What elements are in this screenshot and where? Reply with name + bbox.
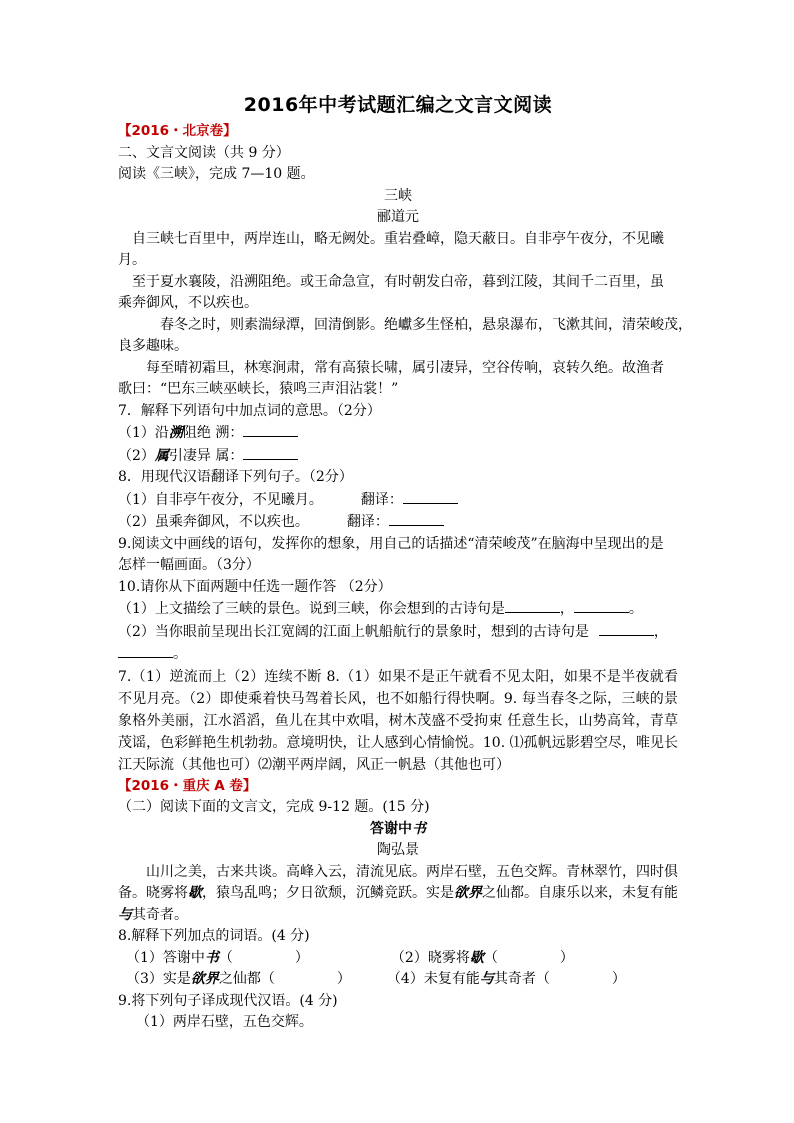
essay-paragraph-cont [118, 883, 678, 905]
question-text: （1）上文描绘了三峡的景色。说到三峡，你会想到的古诗句是 [118, 601, 505, 617]
punctuation: 。 [628, 601, 643, 617]
dotted-word: 欲界 [454, 885, 482, 901]
essay-paragraph [118, 229, 678, 251]
section-heading: 二、文言文阅读（共 9 分） [118, 144, 290, 161]
paragraph-text: 其奇者。 [132, 906, 188, 923]
paren-close: ） [294, 949, 309, 966]
essay-paragraph: 山川之美，古来共谈。高峰入云，清流见底。两岸石壁，五色交辉。青林翠竹，四时俱 [146, 863, 678, 880]
paragraph-text: ，猿鸟乱鸣；夕日欲颓，沉鳞竞跃。实是 [202, 885, 454, 901]
answer-blank[interactable] [403, 489, 458, 504]
essay-paragraph-cont [118, 905, 678, 927]
question-7-1 [118, 422, 678, 445]
question-10: 10.请你从下面两题中任选一题作答 （2分） [118, 578, 392, 595]
document-title: 2016年中考试题汇编之文言文阅读 [243, 94, 553, 116]
paragraph-text: 自三峡七百里中，两岸连山，略无阙处。重岩叠嶂，隐天蔽日。自非亭午夜分，不见曦 [132, 230, 664, 247]
paren-open: （ [483, 949, 498, 966]
translate-label: 翻译： [346, 514, 389, 530]
question-8-2 [118, 511, 678, 534]
paragraph-text: 备。晓雾将 [118, 885, 188, 901]
question-text: 阻绝 溯： [182, 425, 244, 441]
question-text: （1）答谢中 [126, 949, 205, 966]
answer-blank[interactable] [574, 598, 629, 613]
question-7-2 [118, 445, 678, 468]
question-9: 9.阅读文中画线的语句，发挥你的想象，用自己的话描述“清荣峻茂”在脑海中呈现出的是 [118, 535, 664, 552]
dotted-word: 与 [118, 906, 132, 923]
question-7: 7．解释下列语句中加点词的意思。（2分） [118, 402, 381, 419]
question-10-2-cont [118, 643, 678, 666]
answer-blank[interactable] [243, 422, 298, 437]
essay-author: 陶弘景 [377, 842, 419, 858]
question-10-2 [118, 621, 678, 644]
essay-paragraph-cont: 歌曰：“巴东三峡巫峡长，猿鸣三声泪沾裳！” [118, 381, 399, 397]
question-9-1: （1）两岸石壁，五色交辉。 [136, 1014, 313, 1030]
dotted-word: 与 [479, 971, 494, 987]
essay-paragraph-cont: 良多趣味。 [118, 338, 188, 354]
dotted-word: 书 [412, 820, 426, 837]
dotted-word: 歇 [469, 949, 484, 966]
question-8: 8.解释下列加点的词语。(4 分) [118, 928, 310, 944]
question-8-row2 [118, 969, 678, 991]
question-8-1 [118, 489, 678, 512]
dotted-word: 溯 [168, 425, 183, 441]
question-text: （2）当你眼前呈现出长江宽阔的江面上帆船航行的景象时，想到的古诗句是 [118, 623, 589, 640]
translate-label: 翻译： [360, 491, 403, 508]
essay-title: 三峡 [384, 187, 412, 204]
question-text: （2）晓雾将 [390, 949, 470, 966]
answer-blank[interactable] [389, 511, 444, 526]
reading-instruction: 阅读《三峡》，完成 7—10 题。 [118, 166, 315, 182]
question-text: （2） [118, 447, 155, 464]
paren-open: （ [218, 949, 233, 966]
essay-author: 郦道元 [377, 209, 419, 225]
essay-paragraph: 每至晴初霜旦，林寒涧肃，常有高猿长啸，属引凄异，空谷传响，哀转久绝。故渔者 [146, 359, 664, 376]
source-label-beijing: 【2016・北京卷】 [118, 123, 237, 139]
source-label-chongqing: 【2016・重庆 A 卷】 [118, 777, 257, 794]
essay-paragraph-cont: 月。 [118, 252, 146, 268]
dotted-word: 歇 [188, 885, 202, 901]
question-text: （1）沿 [118, 425, 169, 441]
question-10-1 [118, 598, 678, 621]
question-9: 9.将下列句子译成现代汉语。(4 分) [118, 992, 338, 1009]
question-text: （1）自非亭午夜分，不见曦月。 [118, 491, 323, 508]
paren-close: ） [611, 971, 626, 987]
essay-paragraph-cont: 乘奔御风，不以疾也。 [118, 295, 258, 311]
essay-title [118, 819, 678, 841]
question-text: 引凄异 属： [168, 447, 244, 464]
question-text: 之仙都（ [218, 971, 275, 987]
question-8-row1 [118, 948, 678, 970]
punctuation: 。 [173, 646, 187, 662]
answer-blank[interactable] [599, 621, 654, 636]
title-text: 答谢中 [370, 820, 412, 837]
question-text: （4）未复有能 [386, 971, 480, 987]
question-9-cont: 怎样一幅画面。（3分） [118, 557, 260, 573]
answer-blank[interactable] [243, 445, 298, 460]
document-page [118, 90, 692, 1034]
dotted-word: 书 [204, 949, 219, 966]
dotted-word: 欲界 [190, 971, 219, 987]
question-text: 其奇者（ [493, 971, 550, 987]
section-heading: （二）阅读下面的文言文，完成 9-12 题。(15 分) [118, 799, 430, 815]
dotted-word: 属 [154, 447, 169, 464]
question-text: （3）实是 [126, 971, 191, 987]
paren-close: ） [336, 971, 351, 987]
answer-blank[interactable] [505, 598, 560, 613]
answer-key: 7.（1）逆流而上（2）连续不断 8.（1）如果不是正午就看不见太阳，如果不是半夜就看不见月亮。（2）即使乘着快马驾着长风，也不如船行得快啊。9. 每当春冬之际，三峡的景象格外美丽，江水滔滔，鱼儿在其中欢唱，树木茂盛不受拘束 任意生长，山势高耸，青草茂谣，色彩鲜艳生机勃勃。意境明快，让人感到心情愉悦。10. ⑴孤帆远影碧空尽，唯见长江天际流（其他也可）⑵潮平两岸阔，风正一帆悬（其他也可） [118, 668, 678, 773]
paren-close: ） [559, 949, 574, 966]
question-text: （2）虽乘奔御风，不以疾也。 [118, 514, 309, 530]
punctuation: ， [653, 623, 668, 640]
question-8: 8．用现代汉语翻译下列句子。（2分） [118, 469, 353, 485]
paragraph-text: 之仙都。自康乐以来，未复有能 [482, 885, 678, 901]
answer-blank[interactable] [118, 643, 173, 658]
essay-paragraph: 春冬之时，则素湍绿潭，回清倒影。绝巘多生怪柏，悬泉瀑布，飞漱其间，清荣峻茂， [160, 316, 692, 333]
punctuation: ， [559, 601, 574, 617]
essay-paragraph: 至于夏水襄陵，沿溯阻绝。或王命急宣，有时朝发白帝，暮到江陵，其间千二百里，虽 [132, 273, 664, 290]
